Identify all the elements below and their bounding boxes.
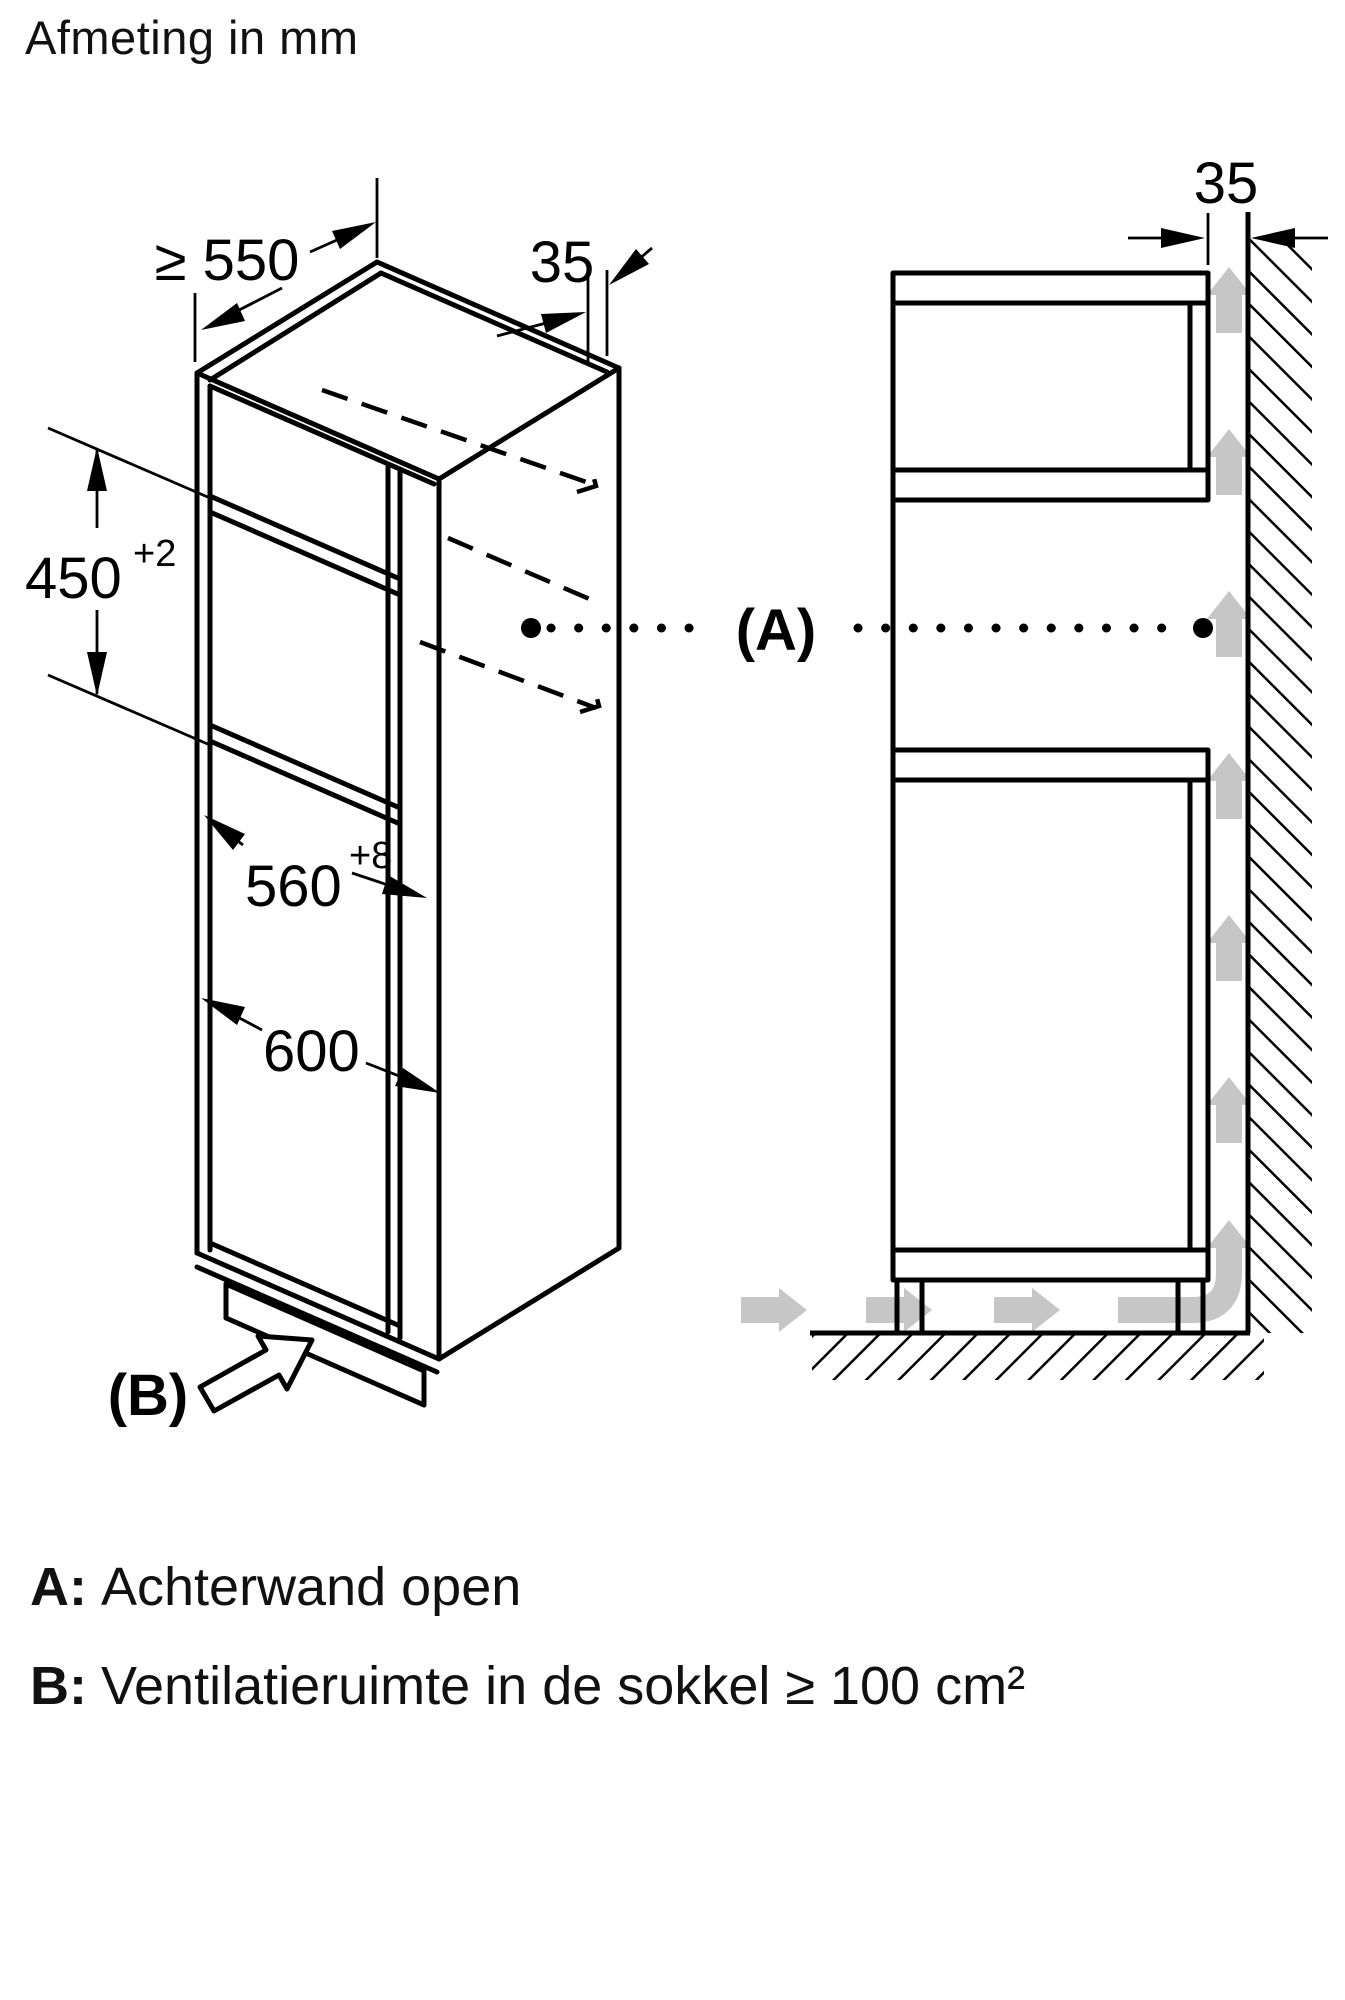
iso-view xyxy=(25,178,652,1428)
legend-text-a: Achterwand open xyxy=(100,1557,522,1617)
airflow-up-arrow-icon xyxy=(1207,429,1251,495)
legend-row-a xyxy=(30,1556,521,1618)
airflow-up-arrow-icon xyxy=(1207,915,1251,981)
airflow-right-arrow-icon xyxy=(994,1288,1060,1332)
side-view xyxy=(741,151,1328,1380)
vent-label: (B) xyxy=(107,1363,189,1428)
shelf-upper xyxy=(893,470,1208,500)
wall-hatch xyxy=(1250,238,1312,1333)
legend-key-b: B: xyxy=(30,1656,87,1716)
bottom-panel xyxy=(893,1250,1208,1280)
dim-niche-height-tolerance: +2 xyxy=(133,533,177,575)
dim-niche-width xyxy=(204,815,427,919)
dim-niche-height xyxy=(25,428,210,745)
shelf-lower xyxy=(893,750,1208,780)
vent-marker xyxy=(108,1336,312,1428)
top-panel xyxy=(893,273,1208,303)
dim-front-strip-label: 35 xyxy=(529,230,595,295)
airflow-arrows xyxy=(741,267,1251,1332)
vent-arrow-icon xyxy=(200,1336,312,1411)
dim-outer-width xyxy=(201,998,440,1093)
floor-hatch xyxy=(812,1335,1264,1380)
rear-open-endpoint xyxy=(521,618,541,638)
airflow-up-arrow-icon xyxy=(1207,1077,1251,1143)
dim-niche-height-label: 450 xyxy=(25,546,122,611)
rear-open-line xyxy=(521,598,1213,663)
legend-row-b xyxy=(30,1655,1025,1717)
page-title: Afmeting in mm xyxy=(25,11,359,64)
airflow-up-arrow-icon xyxy=(1207,753,1251,819)
rear-open-endpoint xyxy=(1193,618,1213,638)
dim-front-strip xyxy=(497,230,652,362)
airflow-right-arrow-icon xyxy=(741,1288,807,1332)
airflow-up-arrow-icon xyxy=(1207,267,1251,333)
legend-key-a: A: xyxy=(30,1557,87,1617)
dim-niche-width-tolerance: +8 xyxy=(349,835,393,877)
rear-open-label: (A) xyxy=(735,598,817,663)
side-cabinet xyxy=(893,273,1208,1333)
dim-depth xyxy=(155,178,377,362)
dim-depth-label: ≥ 550 xyxy=(154,228,300,293)
airflow-up-arrow-icon xyxy=(1207,591,1251,657)
dim-outer-width-label: 600 xyxy=(263,1019,360,1084)
iso-hidden-edges xyxy=(322,390,599,712)
dim-wall-gap-label: 35 xyxy=(1193,151,1259,216)
dim-niche-width-label: 560 xyxy=(245,854,342,919)
airflow-curved-arrow-head-icon xyxy=(1207,1220,1251,1258)
legend-text-b: Ventilatieruimte in de sokkel ≥ 100 cm² xyxy=(100,1656,1026,1716)
iso-cabinet xyxy=(197,262,619,1405)
